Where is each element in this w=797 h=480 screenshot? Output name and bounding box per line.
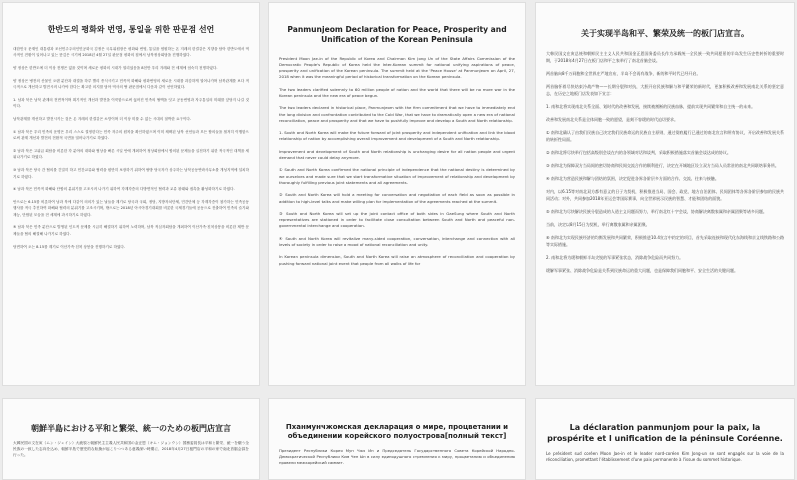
chinese-document-page: [535, 2, 795, 386]
japanese-document-page: [2, 398, 260, 480]
russian-title: Пханмунчжомская декларация о мире, процветании и объединении корейского полуострова[полный текст]: [285, 423, 509, 441]
english-paragraph: Improvement and development of South and North relationship is unchanging desire for all nation people and urgent demand that never could delay anymore.: [279, 148, 515, 161]
chinese-title: 关于实现半岛和平、繁荣及统一的板门店宣言。: [581, 29, 749, 38]
english-paragraph: ① South and North Korea confirmed the national principle of independence that the national destiny is determined by we ourselves and made sure that we start transformative situation of improvement of relationship and development by thoroughly fulfilling previous joint statements and all agreements.: [279, 167, 515, 185]
korean-paragraph: 남북관계를 개선하고 발전시키는 것은 온 겨레의 한결같은 소망이며 더 이상 미룰 수 없는 시대의 절박한 요구이다.: [13, 116, 191, 121]
korean-paragraph: ③ 남과 북은 당국 간 협의를 긴밀히 하고 민간교류와 협력을 원만히 보장하기 위하여 쌍방 당국자가 상주하는 남북공동연락사무소를 개성지역에 설치하기로 하였다.: [13, 167, 249, 179]
korean-paragraph: ① 남과 북은 우리 민족의 운명은 우리 스스로 결정한다는 민족 자주의 원칙을 확인하였으며 이미 채택된 남북 선언들과 모든 합의들을 철저히 이행함으로써 관계 개선과 발전의 전환적 국면을 열어나가기로 하였다.: [13, 129, 249, 141]
chinese-body: [546, 50, 784, 274]
french-title: La déclaration panmunjom pour la paix, la prospérite et l unification de la péninsule Coréenne.: [547, 423, 783, 443]
japanese-title: 朝鮮半島における平和と繁栄、統一のための板門店宣言: [31, 423, 231, 433]
korean-paragraph: 당면하여 오는 8.15를 계기로 이산가족·친척 상봉을 진행하기로 하였다.: [13, 244, 126, 249]
chinese-paragraph: 缓解军事紧张、消除战争危险是关系到民族命运的重大问题，也是保障我们同胞和平、安全生活的关键问题。: [546, 267, 738, 273]
chinese-paragraph: 当前，决定以8月15日为契机，举行离散家属和亲属团聚。: [546, 221, 650, 227]
chinese-paragraph: ⑥ 南和北为实现民族经济的均衡发展和共同繁荣，积极推进10.4宣言中约定的项目，首先采取连接和现代化东海线和京义线铁路和公路等实际措施。: [546, 234, 784, 247]
korean-paragraph: 1. 남과 북은 남북 관계의 전면적이며 획기적인 개선과 발전을 이룩함으로써 끊어진 민족의 혈맥을 잇고 공동번영과 자주통일의 미래를 앞당겨 나갈 것이다.: [13, 97, 249, 109]
english-paragraph: President Moon Jae-in of the Republic of Korea and Chairman Kim Jong Un of the State Affairs Commission of the Democratic People's Republic of Korea held the Inter-Korean summit for national unifying aspirations of peace, prosperity and unification of the Korean peninsula. The summit held at the 'Peace House' at Panmunjeom on April, 27, 2018 when it was the meaningful period of historical transformation on the Korean peninsula.: [279, 55, 515, 80]
french-document-page: [535, 398, 795, 480]
chinese-paragraph: ① 南和北确认了由我们民族自己决定我们民族命运的民族自主原则，通过彻底履行已通过的南北宣言和所有协议，开启改善和发展关系的转折性局面。: [546, 129, 784, 142]
english-paragraph: In Korean peninsula dimension, South and North Korea will raise an atmosphere of reconciliation and cooperation by pushing forward national joint event that people from all walks of life for: [279, 254, 515, 266]
english-paragraph: ② South and North Korea will hold a meeting for conversation and negotiation of each field as soon as possible in addition to high-level talks and make willing plan for implementation of the agreements reached at the summit.: [279, 192, 515, 204]
english-paragraph: ④ South and North Korea will revitalize many-sided cooperation, conversation, interchange and connection with all levels of society in order to raise a mood of national reconciliation and unity.: [279, 235, 515, 248]
russian-paragraph: Президент Республики Корея Мун Чжэ Ин и Председатель Государственного Совета Корейской Народно-Демократической Республики Ким Чен Ын в силу единодушного стремления к миру, процветанию и объединению провели межкорейский саммит.: [279, 447, 515, 465]
french-paragraph: Le président sud coréen Moon Jae-in et le leader nord-coréen Kim Jong-un se sont engagés sur la voie de la réconciliation, promettant l'établissement d'une paix permanente à l'issue du sommet historique.: [546, 450, 784, 462]
english-title: Panmunjeom Declaration for Peace, Prosperity and Unification of the Korean Peninsula: [287, 25, 507, 45]
korean-paragraph: ② 남과 북은 고위급 회담을 비롯한 각 분야의 대화와 협상을 빠른 시일 안에 개최하여 정상회담에서 합의된 문제들을 실천하기 위한 적극적인 대책을 세워나가기로 하였다.: [13, 148, 249, 160]
chinese-paragraph: 两首脑怀着尽快结束冷战产物——长期分裂和对抗，大胆开启民族和解与和平繁荣的新时代，更加积极改善和发展南北关系的坚定意志，在历史之地板门店发表如下宣言：: [546, 83, 784, 96]
korean-paragraph: 대한민국 문재인 대통령과 조선민주주의인민공화국 김정은 국무위원장은 평화와 번영, 통일을 염원하는 온 겨레의 한결같은 지향을 담아 한반도에서 역사적인 전환이 일어나고 있는 뜻깊은 시기에 2018년 4월 27일 판문점 평화의 집에서 남북정상회담을 진행하였다.: [13, 46, 249, 58]
english-paragraph: ③ South and North Korea will set up the joint contact office of both sides in GaeSung where South and North representatives are stationed in order to facilitate close consultation between South and North and peaceful non-governmental interchange and cooperation.: [279, 210, 515, 229]
korean-title: 한반도의 평화와 번영, 통일을 위한 판문점 선언: [47, 25, 215, 34]
english-document-page: [268, 2, 526, 386]
english-paragraph: 1. South and North Korea will make the future forward of joint prosperity and independent unification and link the blood relationship of nation by accomplishing overall improvement and development of a South and North relationship.: [279, 130, 515, 142]
korean-paragraph: ④ 남과 북은 민족적 화해와 단합의 분위기를 고조시켜 나가기 위하여 각계각층의 다방면적인 협력과 교류 왕래와 접촉을 활성화하기로 하였다.: [13, 187, 235, 192]
korean-paragraph: 안으로는 6.15를 비롯하여 남과 북에 다같이 의의가 있는 날들을 계기로 당국과 국회, 정당, 지방자치단체, 민간단체 등 각계각층이 참가하는 민족공동행사를 적극 추진하여 화해와 협력의 분위기를 고조시키며, 밖으로는 2018년 아시아경기대회를 비롯한 국제경기들에 공동으로 진출하여 민족의 슬기와 재능, 단합된 모습을 전 세계에 과시하기로 하였다.: [13, 199, 249, 217]
japanese-paragraph: 大韓民国の文在寅（ムン・ジェイン）大統領と朝鮮民主主義人民共和国の金正恩（キム・ジョンウン）国務委員長は平和と繁栄、統一を願う全民族の一致した志向を込め、朝鮮半島で歴史的な転換が起こりつつある意義深い時期に、2018年4月27日板門店の平和の家で南北首脳会談を行った。: [13, 440, 249, 457]
russian-document-page: [268, 398, 526, 480]
chinese-paragraph: 1. 南和北将实现南北关系全面、划时代的改善和发展，接续被割断的民族血脉，提前实现共同繁荣和自主统一的未来。: [546, 103, 756, 109]
korean-body: [13, 46, 249, 250]
chinese-paragraph: ④ 南和北为营造民族和解与团结的氛围，决定促进各界各阶层多方面的合作、交流、往来与接触。: [546, 175, 719, 181]
chinese-paragraph: ⑤ 南和北为尽快解决民族分裂造成的人道主义问题而努力，举行南北红十字会谈，协商解决离散家属和亲属团聚等诸多问题。: [546, 208, 767, 214]
english-paragraph: The two leaders declared in historical place, Panmunjeom with the firm commitment that we have to immediately end the long division and confrontation contributed to the Cold War, that we have to dramatically open a new era of national reconciliation, peace and prosperity and that we have to pushfully improve and develop a South and North relationship.: [279, 105, 515, 123]
korean-paragraph: ⑤ 남과 북은 민족 분단으로 발생된 인도적 문제를 시급히 해결하기 위하여 노력하며, 남북 적십자회담을 개최하여 이산가족·친척상봉을 비롯한 제반 문제들을 협의 해결해 나가기로 하였다.: [13, 225, 249, 237]
chinese-paragraph: 改善和发展南北关系是全体同胞一致的愿望，是刻不容缓的时代迫切要求。: [546, 116, 678, 122]
chinese-paragraph: 大韩民国文在寅总统和朝鲜民主主义人民共和国金正恩国务委员长作为承载统一全民族一致共同愿景的半岛发生历史性转折的重要时期，于2018年4月27日在板门店和平之家举行了南北首脑会谈。: [546, 50, 784, 63]
chinese-paragraph: 两首脑向8千万同胞和全世界庄严地宣布，半岛不会再有战争，新的和平时代已经开启。: [546, 70, 701, 76]
chinese-paragraph: ② 南和北将尽快举行包括高级别会谈在内的各领域对话和谈判，采取积极措施落实首脑会谈达成的协议。: [546, 149, 731, 155]
english-paragraph: The two leaders clarified solemnly to 60 million people of nation and the world that there will be no more war in the Korean peninsula and the new era of peace begun.: [279, 86, 515, 98]
korean-paragraph: 양 정상은 냉전의 산물인 오랜 분단과 대결을 하루 빨리 종식시키고 민족적 화해와 평화번영의 새로운 시대를 과감하게 열어나가며 남북관계를 보다 적극적으로 개선하고 발전시켜 나가야 한다는 확고한 의지를 담아 역사의 땅 판문점에서 다음과 같이 선언하였다.: [13, 78, 249, 90]
korean-document-page: [2, 2, 260, 386]
english-body: [279, 56, 515, 267]
chinese-paragraph: ③ 南和北为保障双方当局间的密切协商和民间交流合作的顺利进行，决定在开城地区设立双方当局人员常驻的南北共同联络事务所。: [546, 162, 779, 168]
chinese-paragraph: 对内，以6.15等对南北双方都有意义的日子为契机，积极推进当局、国会、政党、地方自治团体、民间团体等各界各阶层参加的民族共同活动；对外，共同参加2018年亚运会等国际赛事，向全世界展示民族的智慧、才能和团结的面貌。: [546, 188, 784, 201]
chinese-paragraph: 2. 南和北将为缓和朝鲜半岛尖锐的军事紧张状态，消除战争危险而共同努力。: [546, 254, 684, 260]
korean-paragraph: 양 정상은 한반도에 더 이상 전쟁은 없을 것이며 새로운 평화의 시대가 열리었음을 8천만 우리 겨레와 전 세계에 엄숙히 천명하였다.: [13, 65, 218, 70]
